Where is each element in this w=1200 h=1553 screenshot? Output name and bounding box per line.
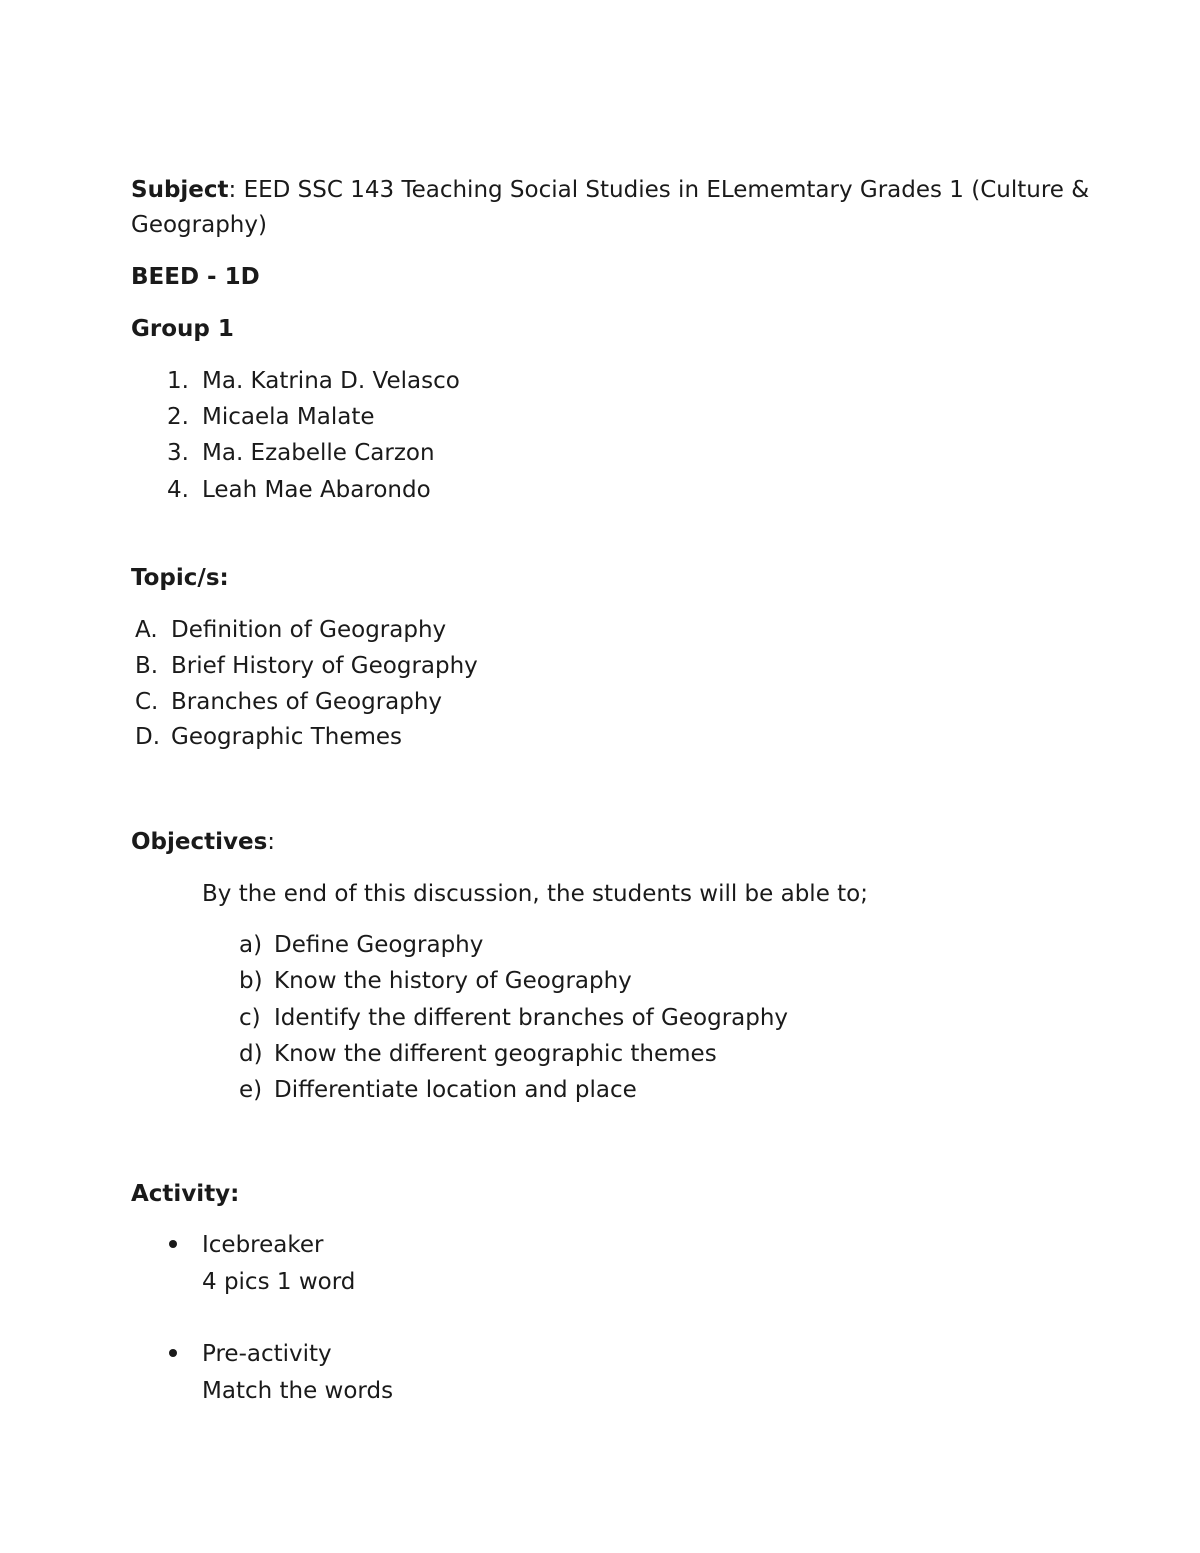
section-heading: BEED - 1D [131, 264, 260, 290]
list-marker: 4. [167, 477, 189, 503]
list-marker: c) [239, 1005, 261, 1031]
objectives-colon: : [267, 829, 276, 855]
list-marker: 1. [167, 368, 189, 394]
subject-line-1 [131, 175, 1089, 205]
activity-detail: Match the words [202, 1378, 394, 1404]
activity-detail: 4 pics 1 word [202, 1269, 356, 1295]
topic-text: Geographic Themes [171, 724, 403, 750]
objectives-intro: By the end of this discussion, the students will be able to; [202, 881, 868, 907]
member-name: Ma. Ezabelle Carzon [202, 440, 435, 466]
group-heading: Group 1 [131, 316, 234, 342]
objective-text: Differentiate location and place [274, 1077, 637, 1103]
subject-text-line1: : EED SSC 143 Teaching Social Studies in ELememtary Grades 1 (Culture & [228, 177, 1090, 203]
list-marker: 3. [167, 440, 189, 466]
list-marker: D. [135, 724, 161, 750]
activity-heading: Activity: [131, 1181, 240, 1207]
topic-text: Branches of Geography [171, 689, 443, 715]
objectives-heading [131, 827, 275, 857]
topics-heading: Topic/s: [131, 565, 229, 591]
topic-text: Brief History of Geography [171, 653, 478, 679]
objective-text: Define Geography [274, 932, 484, 958]
list-marker: A. [135, 617, 158, 643]
objectives-label: Objectives [131, 829, 268, 855]
subject-label: Subject [131, 177, 229, 203]
list-marker: B. [135, 653, 159, 679]
objective-text: Know the different geographic themes [274, 1041, 717, 1067]
list-marker: d) [239, 1041, 263, 1067]
list-marker: b) [239, 968, 263, 994]
objective-text: Identify the different branches of Geography [274, 1005, 789, 1031]
objective-text: Know the history of Geography [274, 968, 632, 994]
member-name: Ma. Katrina D. Velasco [202, 368, 460, 394]
bullet-icon [169, 1349, 177, 1357]
subject-text-line2: Geography) [131, 212, 267, 238]
bullet-icon [169, 1240, 177, 1248]
list-marker: e) [239, 1077, 263, 1103]
topic-text: Definition of Geography [171, 617, 447, 643]
member-name: Micaela Malate [202, 404, 375, 430]
activity-title: Pre-activity [202, 1341, 332, 1367]
list-marker: 2. [167, 404, 189, 430]
activity-title: Icebreaker [202, 1232, 324, 1258]
list-marker: a) [239, 932, 263, 958]
list-marker: C. [135, 689, 159, 715]
member-name: Leah Mae Abarondo [202, 477, 431, 503]
